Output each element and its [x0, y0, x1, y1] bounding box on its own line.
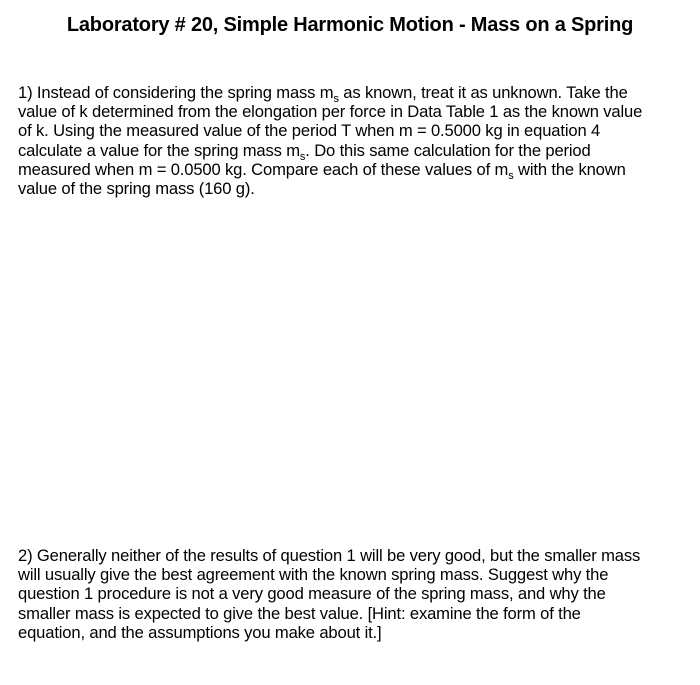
question-1 [18, 83, 694, 198]
question-1-line: calculate a value for the spring mass $m_s$. Do this same calculation for the period [18, 140, 591, 163]
question-2-line: question 1 procedure is not a very good measure of the spring mass, and why the [18, 584, 606, 604]
question-1-line: measured when m = 0.0500 kg. Compare each of these values of $m_s$ with the known [18, 159, 626, 182]
question-1-line: value of k determined from the elongation per force in Data Table 1 as the known value [18, 102, 643, 122]
question-1-line: 1) Instead of considering the spring mass $m_s$ as known, treat it as unknown. Take the [18, 83, 628, 105]
question-2-line: will usually give the best agreement with the known spring mass. Suggest why the [18, 565, 609, 585]
question-2-line: 2) Generally neither of the results of question 1 will be very good, but the smaller mass [18, 546, 641, 565]
question-2 [18, 546, 694, 642]
page-title: Laboratory # 20, Simple Harmonic Motion - Mass on a Spring [66, 14, 634, 36]
question-1-line: value of the spring mass (160 g). [18, 179, 255, 199]
question-2-line: equation, and the assumptions you make about it.] [18, 622, 382, 642]
question-1-line: of k. Using the measured value of the period T when m = 0.5000 kg in equation 4 [18, 121, 601, 141]
question-2-line: smaller mass is expected to give the best value. [Hint: examine the form of the [18, 603, 581, 623]
